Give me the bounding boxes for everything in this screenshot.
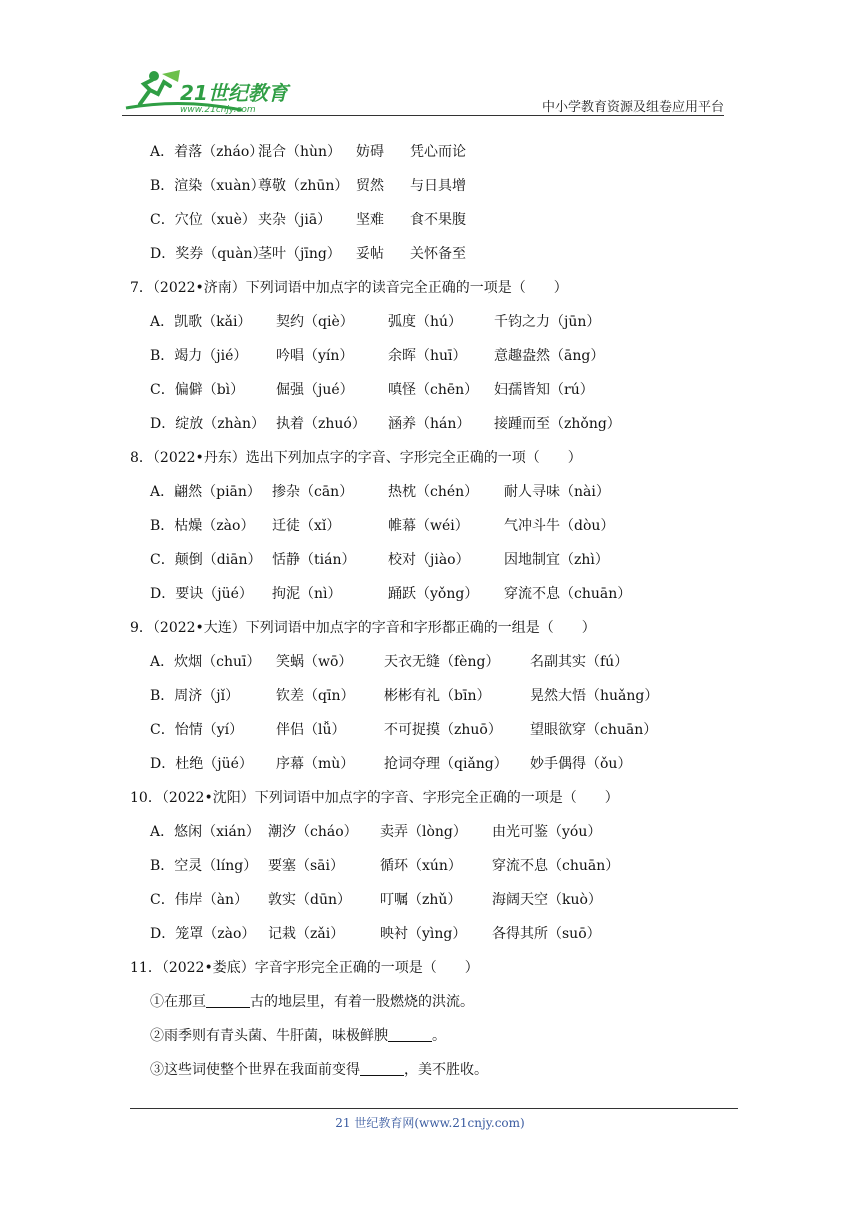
- option-cell: 气冲斗牛（dòu）: [504, 518, 615, 534]
- option-cell: 迁徒（xǐ）: [272, 518, 341, 534]
- option-cell: 钦差（qīn）: [276, 688, 355, 704]
- fill-in-item: [130, 1019, 730, 1053]
- option-cell: 敦实（dūn）: [268, 892, 351, 908]
- option-cell: C．伟岸（àn）: [150, 892, 249, 908]
- option-cell: 晃然大悟（huǎng）: [530, 688, 659, 704]
- option-cell: 贸然: [356, 178, 384, 194]
- option-cell: 拘泥（nì）: [272, 586, 342, 602]
- option-cell: 热枕（chén）: [388, 484, 479, 500]
- option-cell: 穿流不息（chuān）: [504, 586, 632, 602]
- option-cell: 与日具增: [410, 178, 466, 194]
- option-row: [130, 407, 730, 441]
- option-cell: 食不果腹: [410, 212, 466, 228]
- option-cell: 茎叶（jīng）: [258, 246, 341, 262]
- fill-in-item: [130, 985, 730, 1019]
- option-cell: 因地制宜（zhì）: [504, 552, 609, 568]
- option-cell: D．绽放（zhàn）: [150, 416, 265, 432]
- option-cell: 耐人寻味（nài）: [504, 484, 610, 500]
- option-cell: 弧度（hú）: [388, 314, 463, 330]
- option-cell: 各得其所（suō）: [492, 926, 601, 942]
- option-cell: 妇孺皆知（rú）: [494, 382, 594, 398]
- option-cell: 记栽（zǎi）: [268, 926, 345, 942]
- option-cell: 要塞（sāi）: [268, 858, 345, 874]
- option-cell: 彬彬有礼（bīn）: [384, 688, 491, 704]
- option-cell: 涵养（hán）: [388, 416, 471, 432]
- item-text-after: 。: [432, 1028, 446, 1044]
- fill-blank: [388, 1027, 432, 1042]
- option-cell: A．翩然（piān）: [150, 484, 261, 500]
- option-cell: B．枯燥（zào）: [150, 518, 255, 534]
- option-row: [130, 237, 730, 271]
- option-cell: 尊敬（zhūn）: [258, 178, 349, 194]
- fill-blank: [206, 993, 250, 1008]
- option-cell: A．凯歌（kǎi）: [150, 314, 252, 330]
- option-row: [130, 543, 730, 577]
- option-cell: 踊跃（yǒng）: [388, 586, 479, 602]
- option-cell: 恬静（tián）: [272, 552, 356, 568]
- option-cell: A．炊烟（chuī）: [150, 654, 261, 670]
- option-cell: B．竭力（jié）: [150, 348, 248, 364]
- option-cell: 余晖（huī）: [388, 348, 467, 364]
- option-cell: 夹杂（jiā）: [258, 212, 332, 228]
- option-cell: 凭心而论: [410, 144, 466, 160]
- option-cell: 千钧之力（jūn）: [494, 314, 601, 330]
- option-cell: 吟唱（yín）: [276, 348, 354, 364]
- item-text-after: ，美不胜收。: [404, 1062, 488, 1078]
- question-title: 7．（2022•济南）下列词语中加点字的读音完全正确的一项是（ ）: [130, 280, 568, 296]
- option-cell: C．颠倒（diān）: [150, 552, 262, 568]
- option-cell: C．穴位（xuè）: [150, 212, 256, 228]
- footer-link[interactable]: 21 世纪教育网(www.21cnjy.com): [335, 1116, 525, 1130]
- option-row: [130, 577, 730, 611]
- item-number: ③: [150, 1062, 164, 1078]
- option-cell: 契约（qiè）: [276, 314, 354, 330]
- option-row: [130, 917, 730, 951]
- option-cell: 叮嘱（zhǔ）: [380, 892, 462, 908]
- item-text-after: 古的地层里，有着一股燃烧的洪流。: [250, 994, 474, 1010]
- option-cell: 混合（hùn）: [258, 144, 342, 160]
- option-row: [130, 815, 730, 849]
- option-row: [130, 373, 730, 407]
- question-title: 8．（2022•丹东）选出下列加点字的字音、字形完全正确的一项（ ）: [130, 450, 582, 466]
- option-cell: 妥帖: [356, 246, 384, 262]
- fill-blank: [360, 1061, 404, 1076]
- option-cell: 海阔天空（kuò）: [492, 892, 602, 908]
- fill-in-item: [130, 1053, 730, 1087]
- option-cell: A．悠闲（xián）: [150, 824, 260, 840]
- option-cell: B．周济（jǐ）: [150, 688, 240, 704]
- option-cell: 倔强（jué）: [276, 382, 354, 398]
- option-cell: C．偏僻（bì）: [150, 382, 245, 398]
- item-text-before: 在那亘: [164, 994, 206, 1010]
- item-number: ②: [150, 1028, 164, 1044]
- option-cell: B．空灵（líng）: [150, 858, 258, 874]
- option-cell: 由光可鉴（yóu）: [492, 824, 602, 840]
- option-cell: D．杜绝（jüé）: [150, 756, 253, 772]
- option-row: [130, 747, 730, 781]
- option-cell: 伴侣（lǚ）: [276, 722, 346, 738]
- option-cell: D．要诀（jüé）: [150, 586, 253, 602]
- option-row: [130, 679, 730, 713]
- question-title: 9．（2022•大连）下列词语中加点字的字音和字形都正确的一组是（ ）: [130, 620, 596, 636]
- option-cell: D．奖券（quàn）: [150, 246, 267, 262]
- page-header: [122, 68, 724, 116]
- option-row: [130, 645, 730, 679]
- question-title: 10．（2022•沈阳）下列词语中加点字的字音、字形完全正确的一项是（ ）: [130, 790, 619, 806]
- option-cell: 妨碍: [356, 144, 384, 160]
- option-cell: 接踵而至（zhǒng）: [494, 416, 621, 432]
- option-cell: 妙手偶得（ǒu）: [530, 756, 632, 772]
- option-row: [130, 169, 730, 203]
- option-row: [130, 475, 730, 509]
- option-row: [130, 339, 730, 373]
- platform-tagline: 中小学教育资源及组卷应用平台: [541, 100, 724, 115]
- option-cell: 穿流不息（chuān）: [492, 858, 620, 874]
- option-cell: 望眼欲穿（chuān）: [530, 722, 658, 738]
- item-number: ①: [150, 994, 164, 1010]
- footer-divider: [130, 1108, 738, 1109]
- item-text-before: 雨季则有青头菌、牛肝菌，味极鲜腴: [164, 1028, 388, 1044]
- option-row: [130, 203, 730, 237]
- option-cell: 执着（zhuó）: [276, 416, 366, 432]
- option-cell: 序幕（mù）: [276, 756, 355, 772]
- option-cell: 潮汐（cháo）: [268, 824, 358, 840]
- option-cell: D．笼罩（zào）: [150, 926, 256, 942]
- header-divider: [122, 115, 724, 116]
- option-cell: C．怡情（yí）: [150, 722, 244, 738]
- option-cell: 抢词夺理（qiǎng）: [384, 756, 508, 772]
- svg-text:www.21cnjy.com: www.21cnjy.com: [180, 105, 256, 115]
- option-cell: 循环（xún）: [380, 858, 462, 874]
- option-cell: 意趣盎然（āng）: [494, 348, 605, 364]
- question-title: 11．（2022•娄底）字音字形完全正确的一项是（ ）: [130, 960, 479, 976]
- option-row: [130, 713, 730, 747]
- option-cell: 嗔怪（chēn）: [388, 382, 479, 398]
- option-cell: 映衬（yìng）: [380, 926, 467, 942]
- question-content: [130, 135, 730, 1087]
- option-row: [130, 509, 730, 543]
- option-row: [130, 883, 730, 917]
- option-cell: 坚难: [356, 212, 384, 228]
- option-cell: 不可捉摸（zhuō）: [384, 722, 502, 738]
- svg-text:21世纪教育: 21世纪教育: [180, 81, 288, 105]
- option-cell: 掺杂（cān）: [272, 484, 354, 500]
- item-text-before: 这些词使整个世界在我面前变得: [164, 1062, 360, 1078]
- option-row: [130, 135, 730, 169]
- option-cell: 名副其实（fú）: [530, 654, 629, 670]
- option-cell: 笑蜗（wō）: [276, 654, 353, 670]
- option-row: [130, 305, 730, 339]
- option-cell: 卖弄（lòng）: [380, 824, 467, 840]
- option-cell: 天衣无缝（fèng）: [384, 654, 500, 670]
- option-cell: 校对（jiào）: [388, 552, 470, 568]
- option-cell: A．着落（zháo）: [150, 144, 264, 160]
- site-logo: [122, 68, 292, 116]
- option-cell: 关怀备至: [410, 246, 466, 262]
- option-row: [130, 849, 730, 883]
- option-cell: 帷幕（wéi）: [388, 518, 469, 534]
- option-cell: B．渲染（xuàn）: [150, 178, 265, 194]
